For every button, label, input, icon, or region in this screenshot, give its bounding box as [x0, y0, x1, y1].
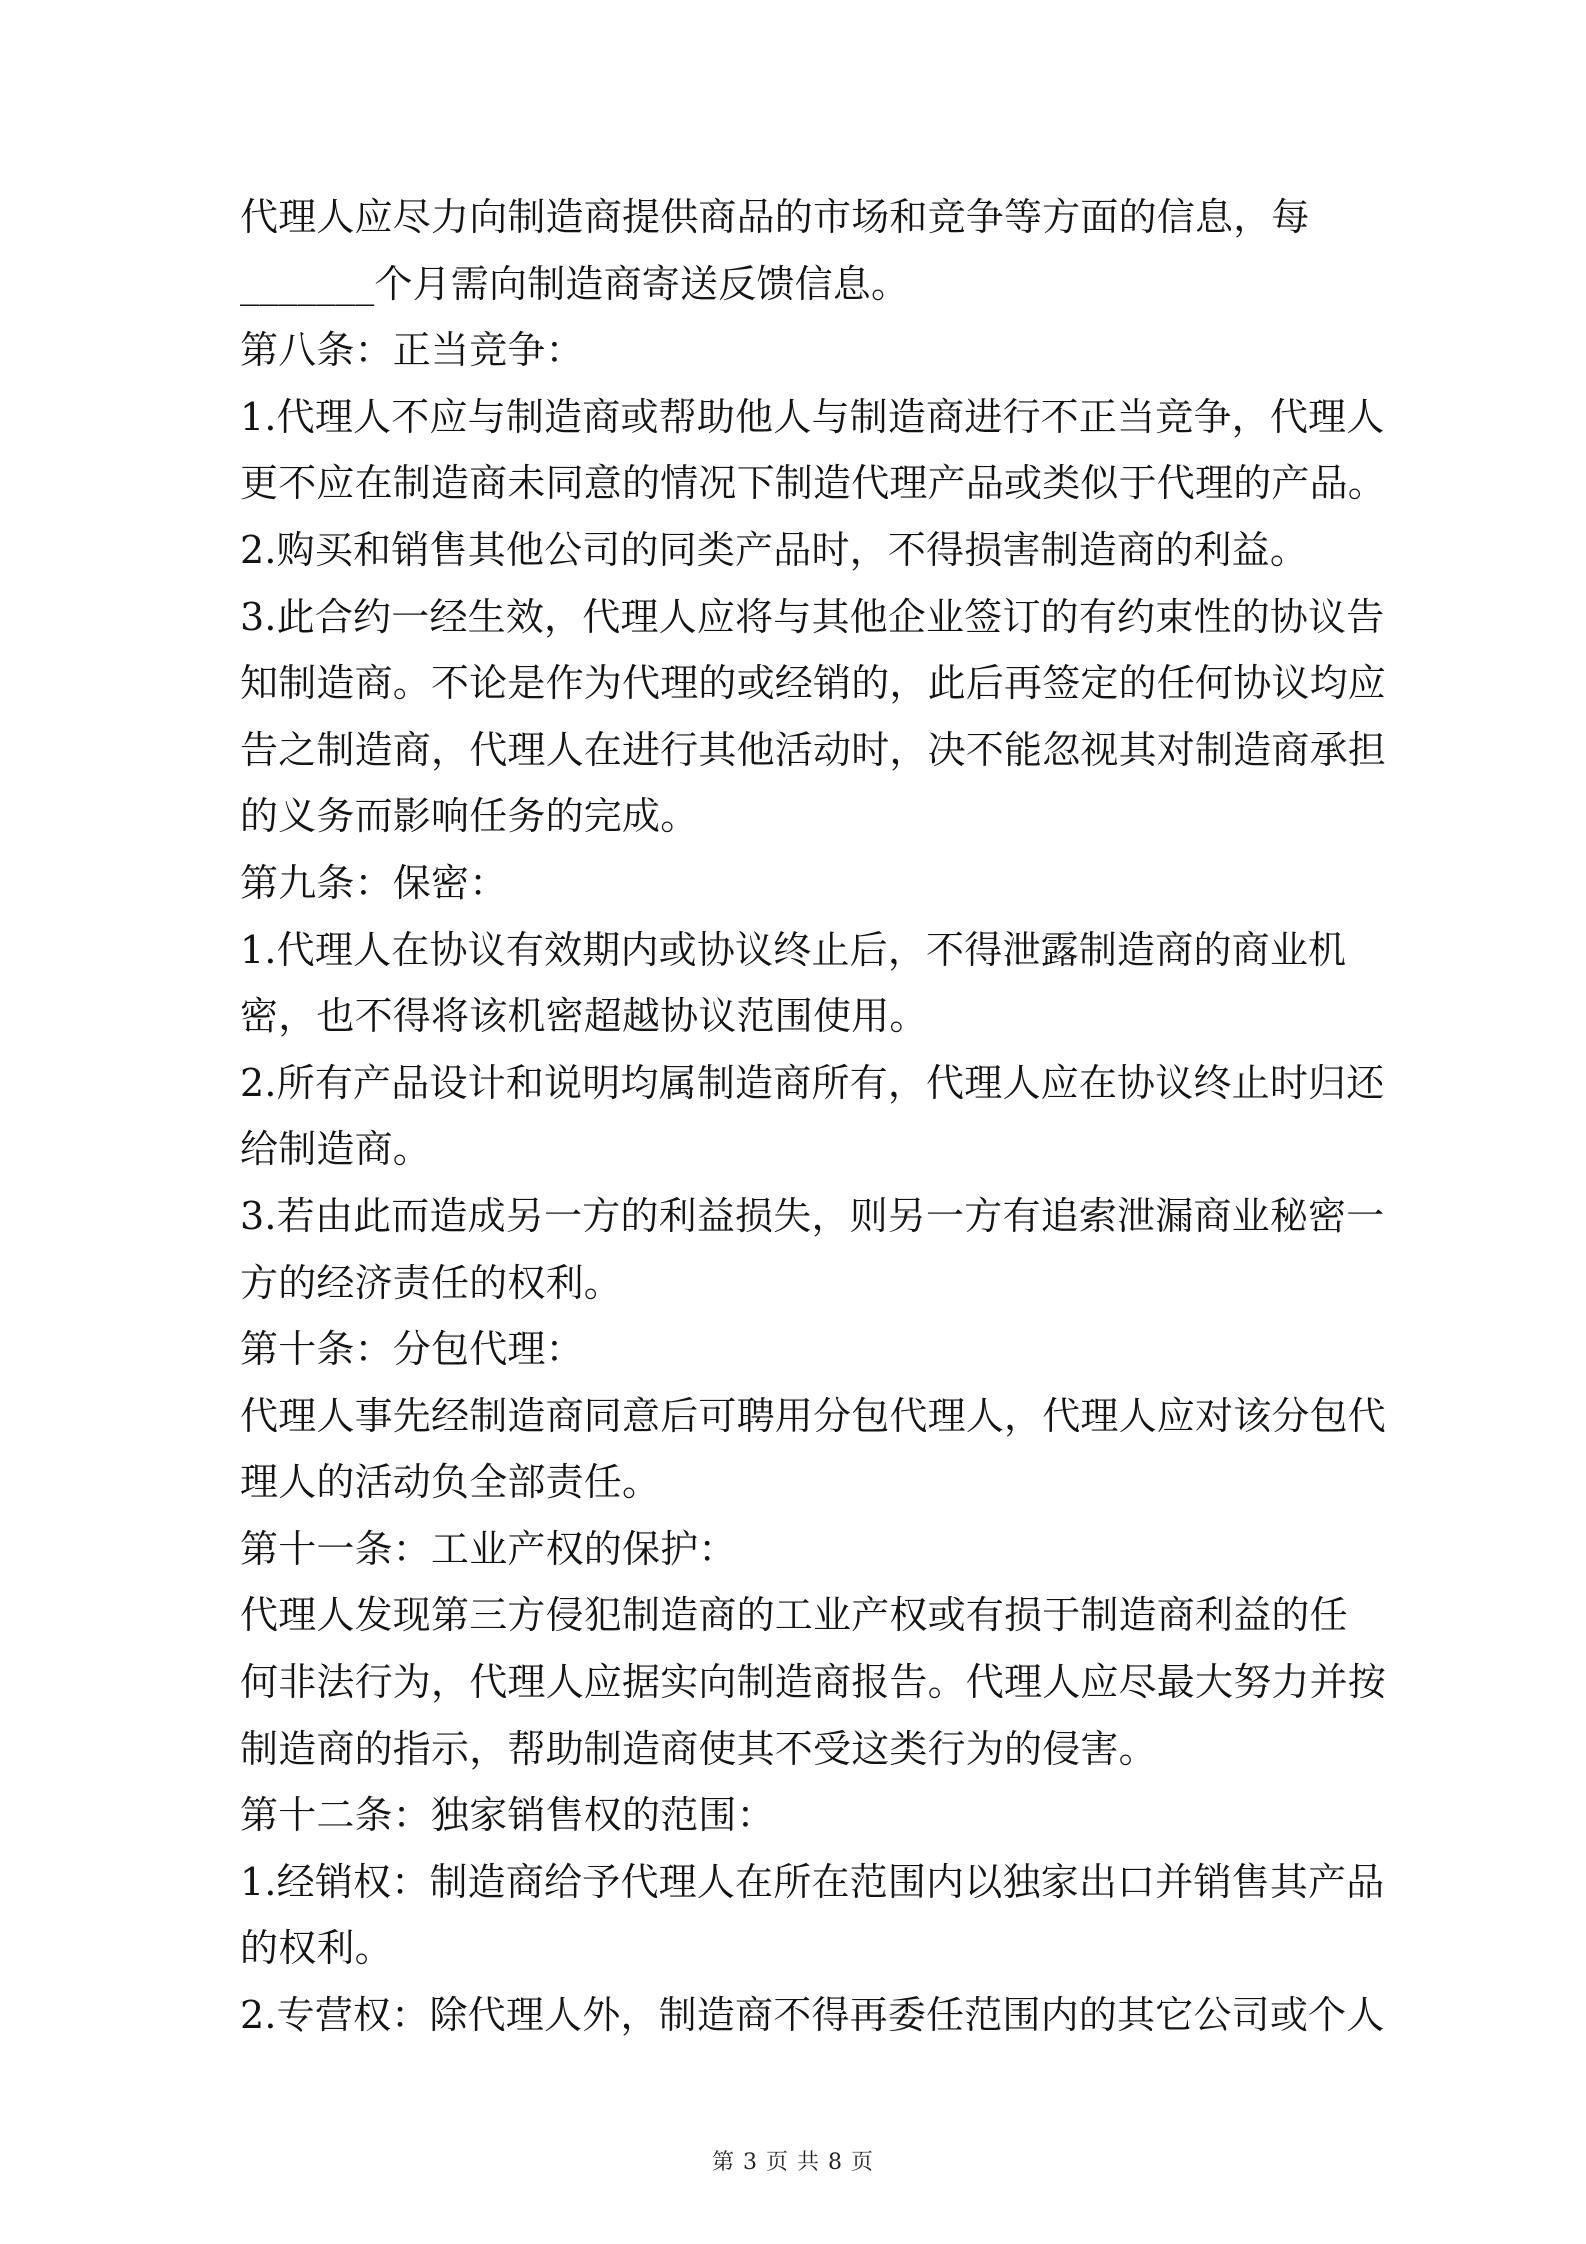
document-body [240, 184, 1387, 2049]
text-line: 代理人事先经制造商同意后可聘用分包代理人，代理人应对该分包代 [240, 1393, 1387, 1438]
text-line: 理人的活动负全部责任。 [240, 1460, 661, 1505]
article-heading: 第十条：分包代理： [240, 1327, 584, 1372]
text-line: 1.代理人在协议有效期内或协议终止后，不得泄露制造商的商业机 [240, 927, 1347, 972]
text-line: 知制造商。不论是作为代理的或经销的，此后再签定的任何协议均应 [240, 661, 1387, 706]
text-line: 代理人发现第三方侵犯制造商的工业产权或有损于制造商利益的任 [240, 1593, 1348, 1638]
text-line: 2.所有产品设计和说明均属制造商所有，代理人应在协议终止时归还 [240, 1060, 1385, 1105]
article-heading: 第九条：保密： [240, 860, 508, 905]
article-heading: 第八条：正当竞争： [240, 328, 584, 373]
page-number-footer: 第 3 页 共 8 页 [712, 2150, 874, 2175]
text-line: 代理人应尽力向制造商提供商品的市场和竞争等方面的信息，每 [240, 195, 1310, 239]
article-heading: 第十二条：独家销售权的范围： [240, 1793, 775, 1838]
text-line: 3.若由此而造成另一方的利益损失，则另一方有追索泄漏商业秘密一 [240, 1193, 1385, 1238]
text-line: 3.此合约一经生效，代理人应将与其他企业签订的有约束性的协议告 [240, 594, 1385, 639]
text-line: 给制造商。 [240, 1127, 432, 1172]
text-line: 1.经销权：制造商给予代理人在所在范围内以独家出口并销售其产品 [240, 1859, 1385, 1904]
text-line: 方的经济责任的权利。 [240, 1260, 623, 1305]
text-line: 1.代理人不应与制造商或帮助他人与制造商进行不正当竞争，代理人 [240, 394, 1385, 439]
text-line: 的义务而影响任务的完成。 [240, 794, 699, 839]
text-line: 密，也不得将该机密超越协议范围使用。 [240, 994, 928, 1039]
text-line: 2.专营权：除代理人外，制造商不得再委任范围内的其它公司或个人 [240, 1993, 1385, 2038]
article-heading: 第十一条：工业产权的保护： [240, 1526, 737, 1571]
text-line: 告之制造商，代理人在进行其他活动时，决不能忽视其对制造商承担 [240, 727, 1387, 772]
text-line: 的权利。 [240, 1926, 393, 1971]
text-line: 2.购买和销售其他公司的同类产品时，不得损害制造商的利益。 [240, 527, 1309, 572]
text-line: 更不应在制造商未同意的情况下制造代理产品或类似于代理的产品。 [240, 461, 1387, 506]
text-line: 何非法行为，代理人应据实向制造商报告。代理人应尽最大努力并按 [240, 1660, 1387, 1705]
text-line: 制造商的指示，帮助制造商使其不受这类行为的侵害。 [240, 1726, 1157, 1771]
text-line: _______个月需向制造商寄送反馈信息。 [240, 261, 910, 306]
